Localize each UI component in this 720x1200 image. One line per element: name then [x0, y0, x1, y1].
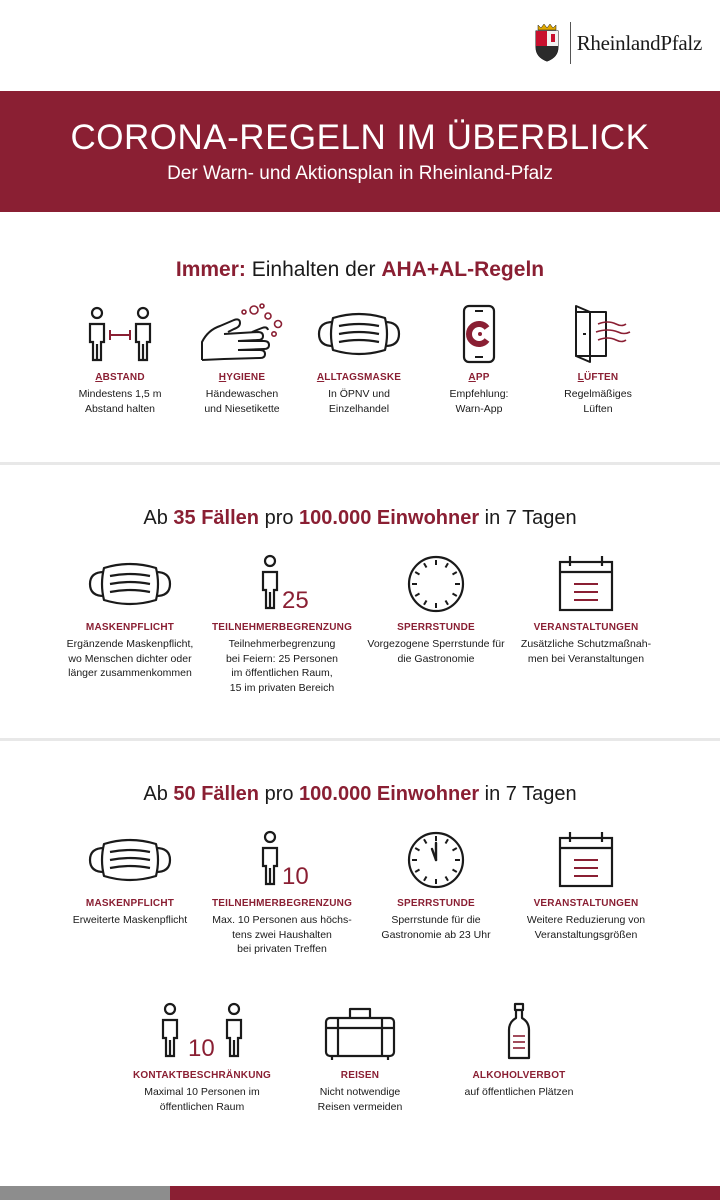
smartphone-app-icon: [431, 302, 527, 366]
bottle-icon: [471, 1000, 567, 1064]
measure50-reisen-desc: Nicht notwendige Reisen vermeiden: [317, 1086, 403, 1113]
rule-hygiene-initial: H: [218, 372, 227, 383]
measure50-alkoholverbot: [429, 1000, 609, 1100]
logo-separator: [570, 22, 571, 64]
rule-abstand-label-rest: BSTAND: [102, 372, 145, 383]
measure35-veranstaltungen: [496, 552, 676, 666]
measure50-alkoholverbot-desc: auf öffentlichen Plätzen: [464, 1086, 574, 1098]
participant-limit-number: 25: [282, 587, 309, 614]
rule-app-desc: Empfehlung: Warn-App: [449, 388, 509, 415]
person-limit-icon: [234, 828, 330, 892]
rule-hygiene: [177, 302, 307, 416]
section3-heading-pre: Ab: [143, 783, 174, 805]
measure50-kontaktbeschraenkung-desc: Maximal 10 Personen im öffentlichen Raum: [144, 1086, 260, 1113]
measure35-veranstaltungen-desc: Zusätzliche Schutzmaßnah- men bei Veranstaltungen: [520, 638, 652, 665]
contact-limit-number: 10: [188, 1035, 215, 1062]
clock-icon: [388, 552, 484, 616]
measure35-maskenpflicht-desc: Ergänzende Maskenpflicht, wo Menschen dichter oder länger zusammenkommen: [66, 638, 194, 679]
rule-alltagsmaske-label-rest: LLTAGSMASKE: [324, 372, 402, 383]
title-banner: [0, 91, 720, 212]
rule-alltagsmaske-initial: A: [316, 372, 325, 383]
section2-heading-population: 100.000 Einwohner: [299, 507, 480, 529]
measure50-kontaktbeschraenkung: [112, 1000, 292, 1114]
calendar-icon: [538, 552, 634, 616]
rule-alltagsmaske-label: [294, 372, 424, 383]
contact-limit-icon: [154, 1000, 250, 1064]
measure50-alkoholverbot-label: ALKOHOLVERBOT: [472, 1070, 566, 1081]
rule-hygiene-desc: Händewaschen und Niesetikette: [204, 388, 280, 415]
measure50-teilnehmerbegrenzung-desc: Max. 10 Personen aus höchs- tens zwei Haushalten bei privaten Treffen: [212, 914, 352, 955]
section2-heading-post: in 7 Tagen: [479, 507, 577, 529]
measure50-sperrstunde-desc: Sperrstunde für die Gastronomie ab 23 Uhr: [381, 914, 491, 941]
rule-app: [414, 302, 544, 416]
section1-heading-text: Einhalten der: [245, 258, 382, 281]
measure35-sperrstunde-desc: Vorgezogene Sperrstunde für die Gastronomie: [367, 638, 505, 665]
section3-heading-post: in 7 Tagen: [479, 783, 577, 805]
measure50-reisen-label: REISEN: [340, 1070, 380, 1081]
rule-lueften: [533, 302, 663, 416]
rule-abstand: [55, 302, 185, 416]
rule-app-label: [414, 372, 544, 383]
measure50-kontaktbeschraenkung-label: KONTAKTBESCHRÄNKUNG: [132, 1070, 272, 1081]
distance-icon: [72, 302, 168, 366]
handwashing-icon: [194, 302, 290, 366]
section3-heading-population: 100.000 Einwohner: [299, 783, 480, 805]
measure35-teilnehmerbegrenzung-label: TEILNEHMERBEGRENZUNG: [211, 622, 353, 633]
section3-heading: [0, 783, 720, 806]
measure35-teilnehmerbegrenzung: [192, 552, 372, 695]
section3-heading-mid: pro: [259, 783, 300, 805]
rule-hygiene-label: [177, 372, 307, 383]
rule-hygiene-label-rest: YGIENE: [226, 372, 266, 383]
logo-wordmark: RheinlandPfalz: [576, 30, 702, 55]
mask-icon: [82, 552, 178, 616]
section-divider: [0, 462, 720, 465]
measure50-teilnehmerbegrenzung: [192, 828, 372, 957]
page-subtitle: Der Warn- und Aktionsplan in Rheinland-Pfalz: [167, 163, 553, 184]
window-ventilation-icon: [550, 302, 646, 366]
section1-heading-rules: AHA+AL-Regeln: [381, 258, 545, 281]
section2-heading: [0, 507, 720, 530]
calendar-icon: [538, 828, 634, 892]
measure50-maskenpflicht-desc: Erweiterte Maskenpflicht: [72, 914, 188, 926]
measure50-maskenpflicht-label: MASKENPFLICHT: [85, 898, 175, 909]
rule-alltagsmaske: [294, 302, 424, 416]
rule-lueften-label: [533, 372, 663, 383]
participant-limit-number: 10: [282, 863, 309, 890]
section2-heading-pre: Ab: [143, 507, 174, 529]
clock-icon: [388, 828, 484, 892]
coat-of-arms-icon: [532, 23, 562, 63]
footer-bar-red: [170, 1186, 720, 1200]
state-logo: [532, 20, 702, 66]
measure35-teilnehmerbegrenzung-desc: Teilnehmerbegrenzung bei Feiern: 25 Personen im öffentlichen Raum, 15 im privaten Bereich: [225, 638, 339, 694]
rule-abstand-label: [55, 372, 185, 383]
person-limit-icon: [234, 552, 330, 616]
section-divider: [0, 738, 720, 741]
page-title: CORONA-REGELN IM ÜBERBLICK: [70, 118, 650, 157]
rule-app-initial: A: [468, 372, 476, 383]
rule-abstand-initial: A: [95, 372, 103, 383]
rule-lueften-desc: Regelmäßiges Lüften: [564, 388, 632, 415]
mask-icon: [311, 302, 407, 366]
rule-lueften-initial: L: [577, 372, 584, 383]
footer-bar-grey: [0, 1186, 170, 1200]
measure50-veranstaltungen-desc: Weitere Reduzierung von Veranstaltungsgrößen: [526, 914, 646, 941]
suitcase-icon: [312, 1000, 408, 1064]
measure50-teilnehmerbegrenzung-label: TEILNEHMERBEGRENZUNG: [211, 898, 353, 909]
rule-alltagsmaske-desc: In ÖPNV und Einzelhandel: [328, 388, 390, 415]
section3-heading-cases: 50 Fällen: [173, 783, 260, 805]
mask-icon: [82, 828, 178, 892]
section1-heading: [0, 258, 720, 282]
rule-lueften-label-rest: ÜFTEN: [583, 372, 619, 383]
rule-abstand-desc: Mindestens 1,5 m Abstand halten: [78, 388, 162, 415]
section2-heading-cases: 35 Fällen: [173, 507, 260, 529]
measure50-veranstaltungen: [496, 828, 676, 942]
measure35-veranstaltungen-label: VERANSTALTUNGEN: [533, 622, 639, 633]
measure50-reisen: [270, 1000, 450, 1114]
measure50-veranstaltungen-label: VERANSTALTUNGEN: [533, 898, 639, 909]
rule-app-label-rest: PP: [475, 372, 490, 383]
measure35-maskenpflicht-label: MASKENPFLICHT: [85, 622, 175, 633]
section1-heading-lead: Immer:: [175, 258, 246, 281]
measure35-sperrstunde-label: SPERRSTUNDE: [397, 622, 475, 633]
section2-heading-mid: pro: [259, 507, 300, 529]
measure50-sperrstunde-label: SPERRSTUNDE: [397, 898, 475, 909]
